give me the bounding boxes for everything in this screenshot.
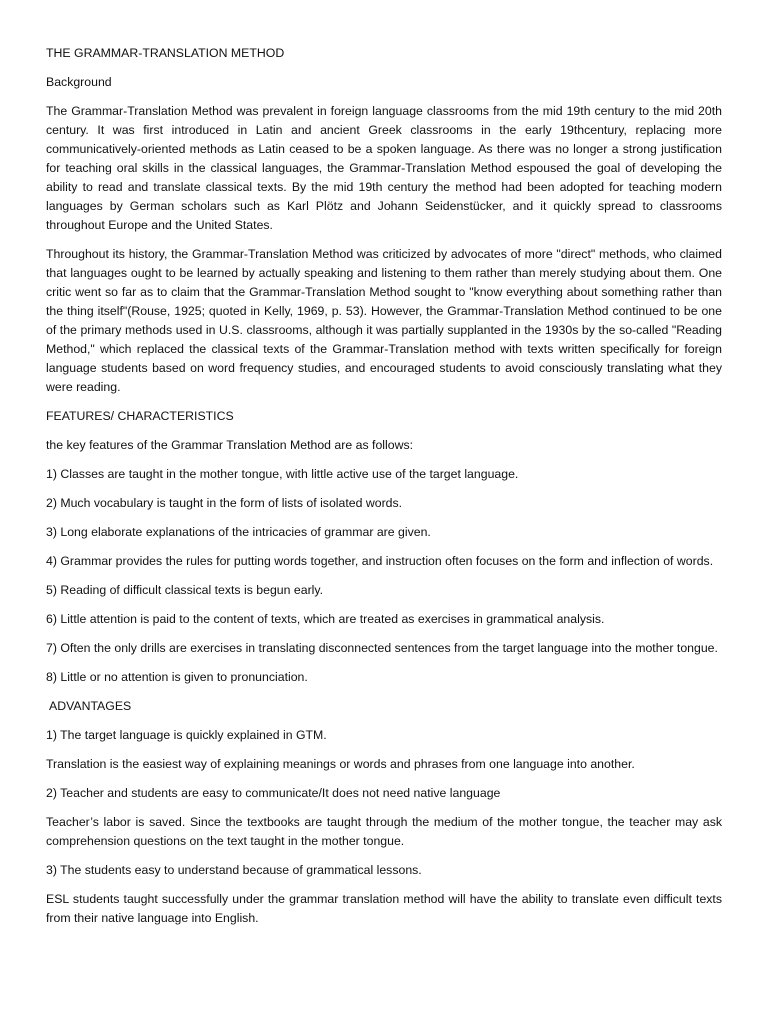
feature-item-2: 2) Much vocabulary is taught in the form of lists of isolated words. xyxy=(46,496,403,510)
feature-item-3: 3) Long elaborate explanations of the intricacies of grammar are given. xyxy=(46,525,431,539)
feature-item-8: 8) Little or no attention is given to pronunciation. xyxy=(46,670,308,684)
document-title: THE GRAMMAR-TRANSLATION METHOD xyxy=(46,46,285,60)
feature-item-5: 5) Reading of difficult classical texts is begun early. xyxy=(46,583,324,597)
background-paragraph-1: The Grammar-Translation Method was prevalent in foreign language classrooms from the mid 19th century to the mid 20th century. It was first introduced in Latin and ancient Greek classrooms in the early 19thcentury, replacing more communicatively-oriented methods as Latin ceased to be a spoken language. As there was no longer a strong justification for teaching oral skills in the classical languages, the Grammar-Translation Method espoused the goal of developing the ability to read and translate classical texts. By the mid 19th century the method had been adopted for teaching modern languages by German scholars such as Karl Plötz and Johann Seidenstücker, and it quickly spread to classrooms throughout Europe and the United States. xyxy=(46,104,722,232)
advantage-item-1: 1) The target language is quickly explained in GTM. xyxy=(46,728,327,742)
feature-item-7: 7) Often the only drills are exercises in translating disconnected sentences from the target language into the mother tongue. xyxy=(46,641,718,655)
feature-item-1: 1) Classes are taught in the mother tongue, with little active use of the target language. xyxy=(46,467,519,481)
advantage-explanation-3: ESL students taught successfully under the grammar translation method will have the ability to translate even difficult texts from their native language into English. xyxy=(46,892,722,925)
advantage-item-3: 3) The students easy to understand because of grammatical lessons. xyxy=(46,863,422,877)
feature-item-6: 6) Little attention is paid to the content of texts, which are treated as exercises in grammatical analysis. xyxy=(46,612,605,626)
background-heading: Background xyxy=(46,75,112,89)
advantage-explanation-2: Teacher’s labor is saved. Since the textbooks are taught through the medium of the mother tongue, the teacher may ask comprehension questions on the text taught in the mother tongue. xyxy=(46,815,722,848)
advantage-explanation-1: Translation is the easiest way of explaining meanings or words and phrases from one language into another. xyxy=(46,757,635,771)
features-heading: FEATURES/ CHARACTERISTICS xyxy=(46,409,234,423)
feature-item-4: 4) Grammar provides the rules for putting words together, and instruction often focuses on the form and inflection of words. xyxy=(46,554,714,568)
advantages-heading: ADVANTAGES xyxy=(49,699,132,713)
advantage-item-2: 2) Teacher and students are easy to communicate/It does not need native language xyxy=(46,786,501,800)
background-paragraph-2: Throughout its history, the Grammar-Translation Method was criticized by advocates of more "direct" methods, who claimed that languages ought to be learned by actually speaking and listening to them rather than merely studying about them. One critic went so far as to claim that the Grammar-Translation Method sought to "know everything about something rather than the thing itself"(Rouse, 1925; quoted in Kelly, 1969, p. 53). However, the Grammar-Translation Method continued to be one of the primary methods used in U.S. classrooms, although it was partially supplanted in the 1930s by the so-called "Reading Method," which replaced the classical texts of the Grammar-Translation method with texts written specifically for foreign language students based on word frequency studies, and encouraged students to avoid consciously translating what they were reading. xyxy=(46,247,722,394)
features-intro: the key features of the Grammar Translation Method are as follows: xyxy=(46,438,414,452)
